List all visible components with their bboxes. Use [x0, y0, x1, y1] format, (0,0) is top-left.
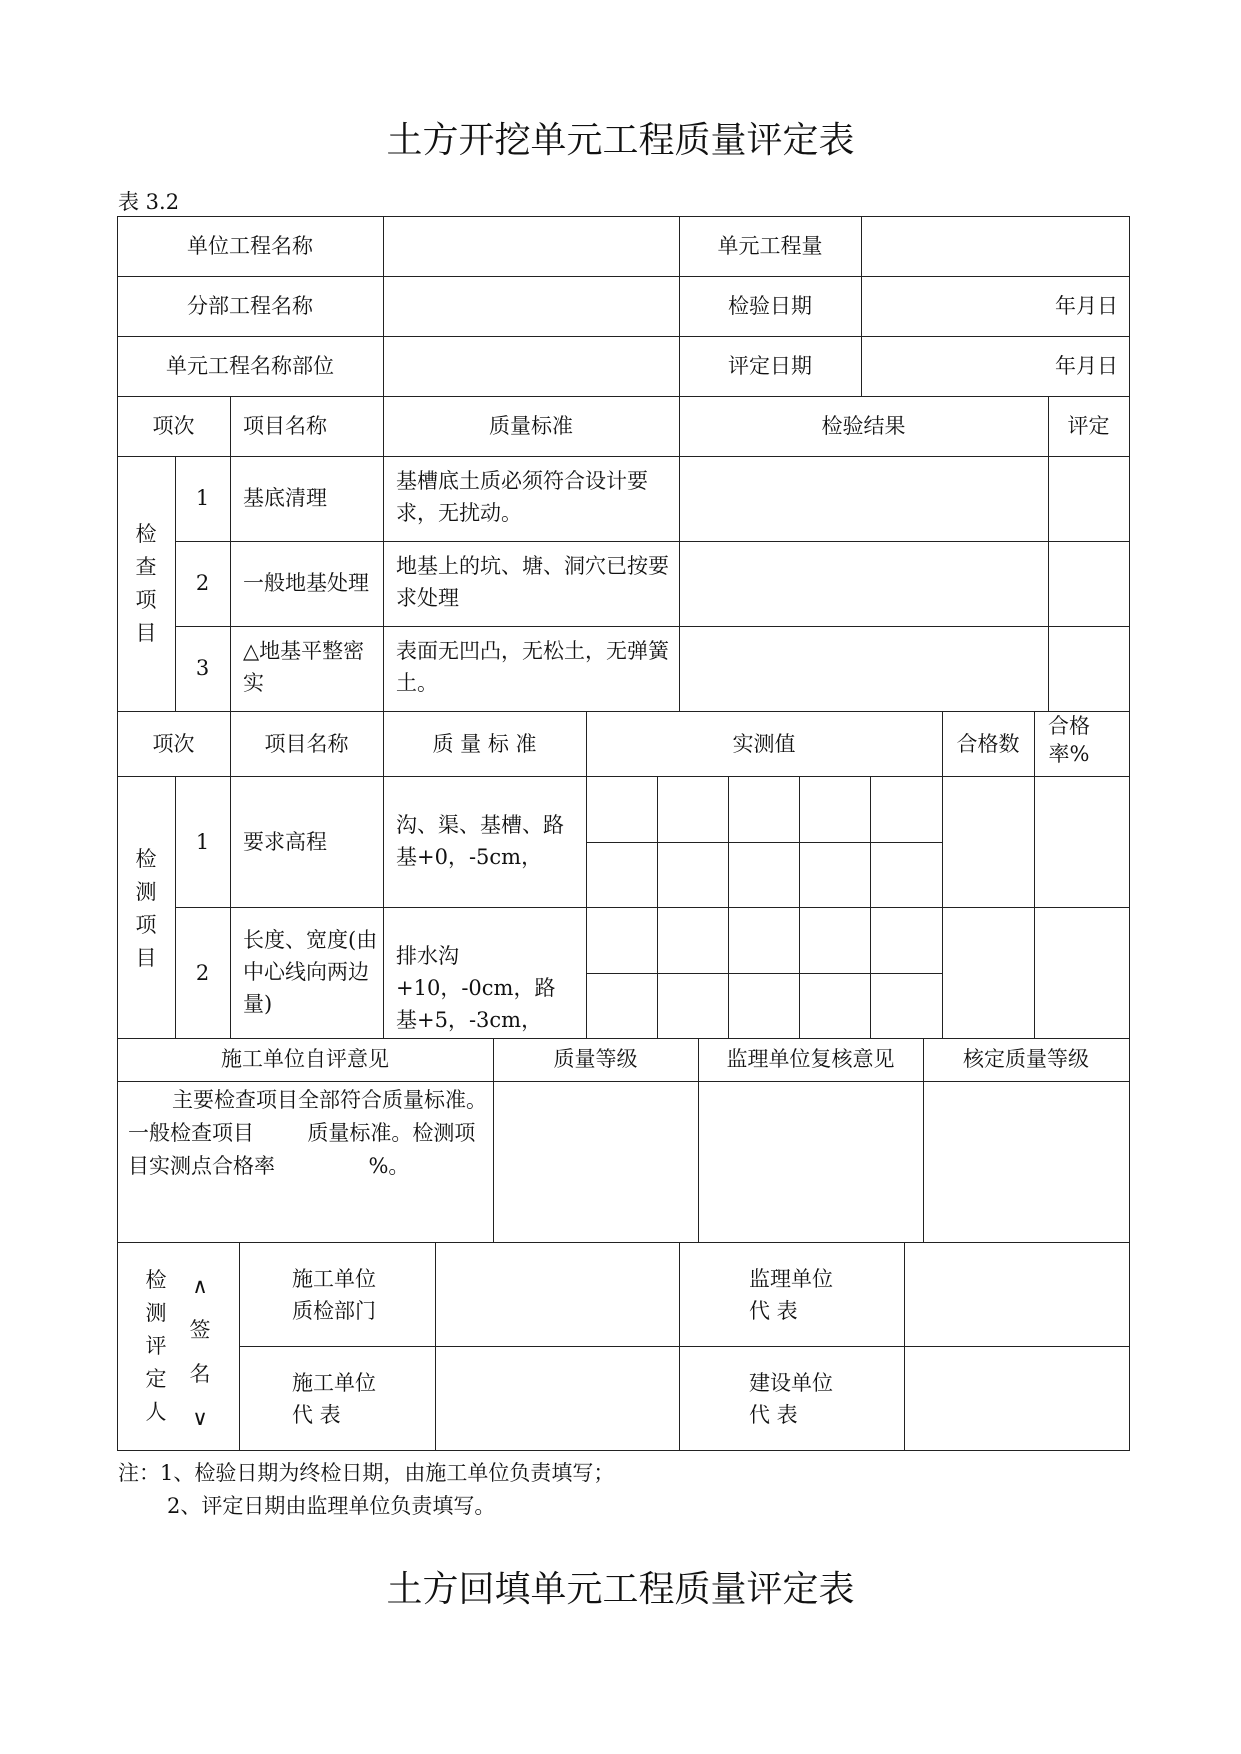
note-line-1: 注：1、检验日期为终检日期，由施工单位负责填写；	[118, 1461, 615, 1485]
s1-row1-name: 基底清理	[243, 486, 327, 510]
branch-project-name-label: 分部工程名称	[187, 294, 313, 318]
inspection-items-group-label: 检查项目	[135, 522, 157, 645]
self-eval-line2: 一般检查项目 质量标准。检测项	[128, 1121, 476, 1145]
supervision-rep-label: 监理单位代 表	[749, 1267, 833, 1323]
supervision-review-label: 监理单位复核意见	[726, 1047, 895, 1071]
testing-items-group-label: 检测项目	[135, 847, 157, 970]
construction-qc-label: 施工单位质检部门	[292, 1267, 376, 1323]
s1-row2-name: 一般地基处理	[243, 571, 369, 595]
table-number: 表 3.2	[118, 190, 180, 214]
s2-col-pass-rate: 合格率%	[1048, 714, 1090, 766]
self-eval-line1: 主要检查项目全部符合质量标准。	[172, 1088, 487, 1112]
signature-group-label: 检测评定人	[145, 1268, 167, 1424]
s2-col-item-name: 项目名称	[264, 732, 349, 756]
s1-col-result: 检验结果	[821, 414, 906, 438]
s2-col-measured: 实测值	[732, 732, 796, 756]
construction-rep-label: 施工单位代 表	[292, 1371, 376, 1427]
quality-grade-label: 质量等级	[553, 1047, 638, 1071]
s2-row2-no: 2	[195, 961, 210, 985]
second-page-title: 土方回填单元工程质量评定表	[386, 1569, 855, 1610]
unit-project-name-label: 单位工程名称	[187, 234, 313, 258]
s1-row2-no: 2	[195, 571, 210, 595]
evaluation-date-label: 评定日期	[728, 354, 812, 378]
self-eval-line3: 目实测点合格率 %。	[128, 1154, 410, 1178]
s1-col-item-name: 项目名称	[243, 414, 327, 438]
inspection-date-value: 年月日	[1055, 294, 1118, 318]
s1-col-standard: 质量标准	[489, 414, 573, 438]
s1-col-rating: 评定	[1067, 414, 1110, 438]
s1-col-item-no: 项次	[152, 414, 195, 438]
s2-row1-name: 要求高程	[243, 830, 327, 854]
verified-grade-label: 核定质量等级	[963, 1047, 1089, 1071]
evaluation-date-value: 年月日	[1055, 354, 1118, 378]
page-title: 土方开挖单元工程质量评定表	[386, 120, 855, 161]
unit-quantity-label: 单元工程量	[717, 234, 823, 258]
self-eval-label: 施工单位自评意见	[221, 1047, 389, 1071]
s2-row2-standard: 排水沟+10，-0cm，路基+5，-3cm，	[396, 944, 556, 1032]
s1-row3-name: △地基平整密实	[243, 639, 365, 695]
s2-col-pass-count: 合格数	[956, 732, 1020, 756]
note-line-2: 2、评定日期由监理单位负责填写。	[167, 1494, 496, 1518]
s2-row1-no: 1	[195, 830, 210, 854]
inspection-date-label: 检验日期	[728, 294, 812, 318]
s1-row3-standard: 表面无凹凸，无松土，无弹簧土。	[396, 639, 669, 695]
unit-name-location-label: 单元工程名称部位	[166, 354, 334, 378]
owner-rep-label: 建设单位代 表	[749, 1371, 833, 1427]
s2-row2-name: 长度、宽度(由中心线向两边量)	[243, 928, 378, 1016]
s2-row1-standard: 沟、渠、基槽、路基+0，-5cm，	[396, 813, 564, 869]
s2-col-standard: 质 量 标 准	[432, 732, 537, 756]
s1-row1-standard: 基槽底土质必须符合设计要求，无扰动。	[396, 469, 648, 525]
s2-col-item-no: 项次	[152, 732, 195, 756]
s1-row1-no: 1	[195, 486, 210, 510]
s1-row3-no: 3	[195, 656, 210, 680]
s1-row2-standard: 地基上的坑、塘、洞穴已按要求处理	[396, 554, 669, 610]
signature-group-bracket: ∧签名∨	[189, 1274, 211, 1430]
